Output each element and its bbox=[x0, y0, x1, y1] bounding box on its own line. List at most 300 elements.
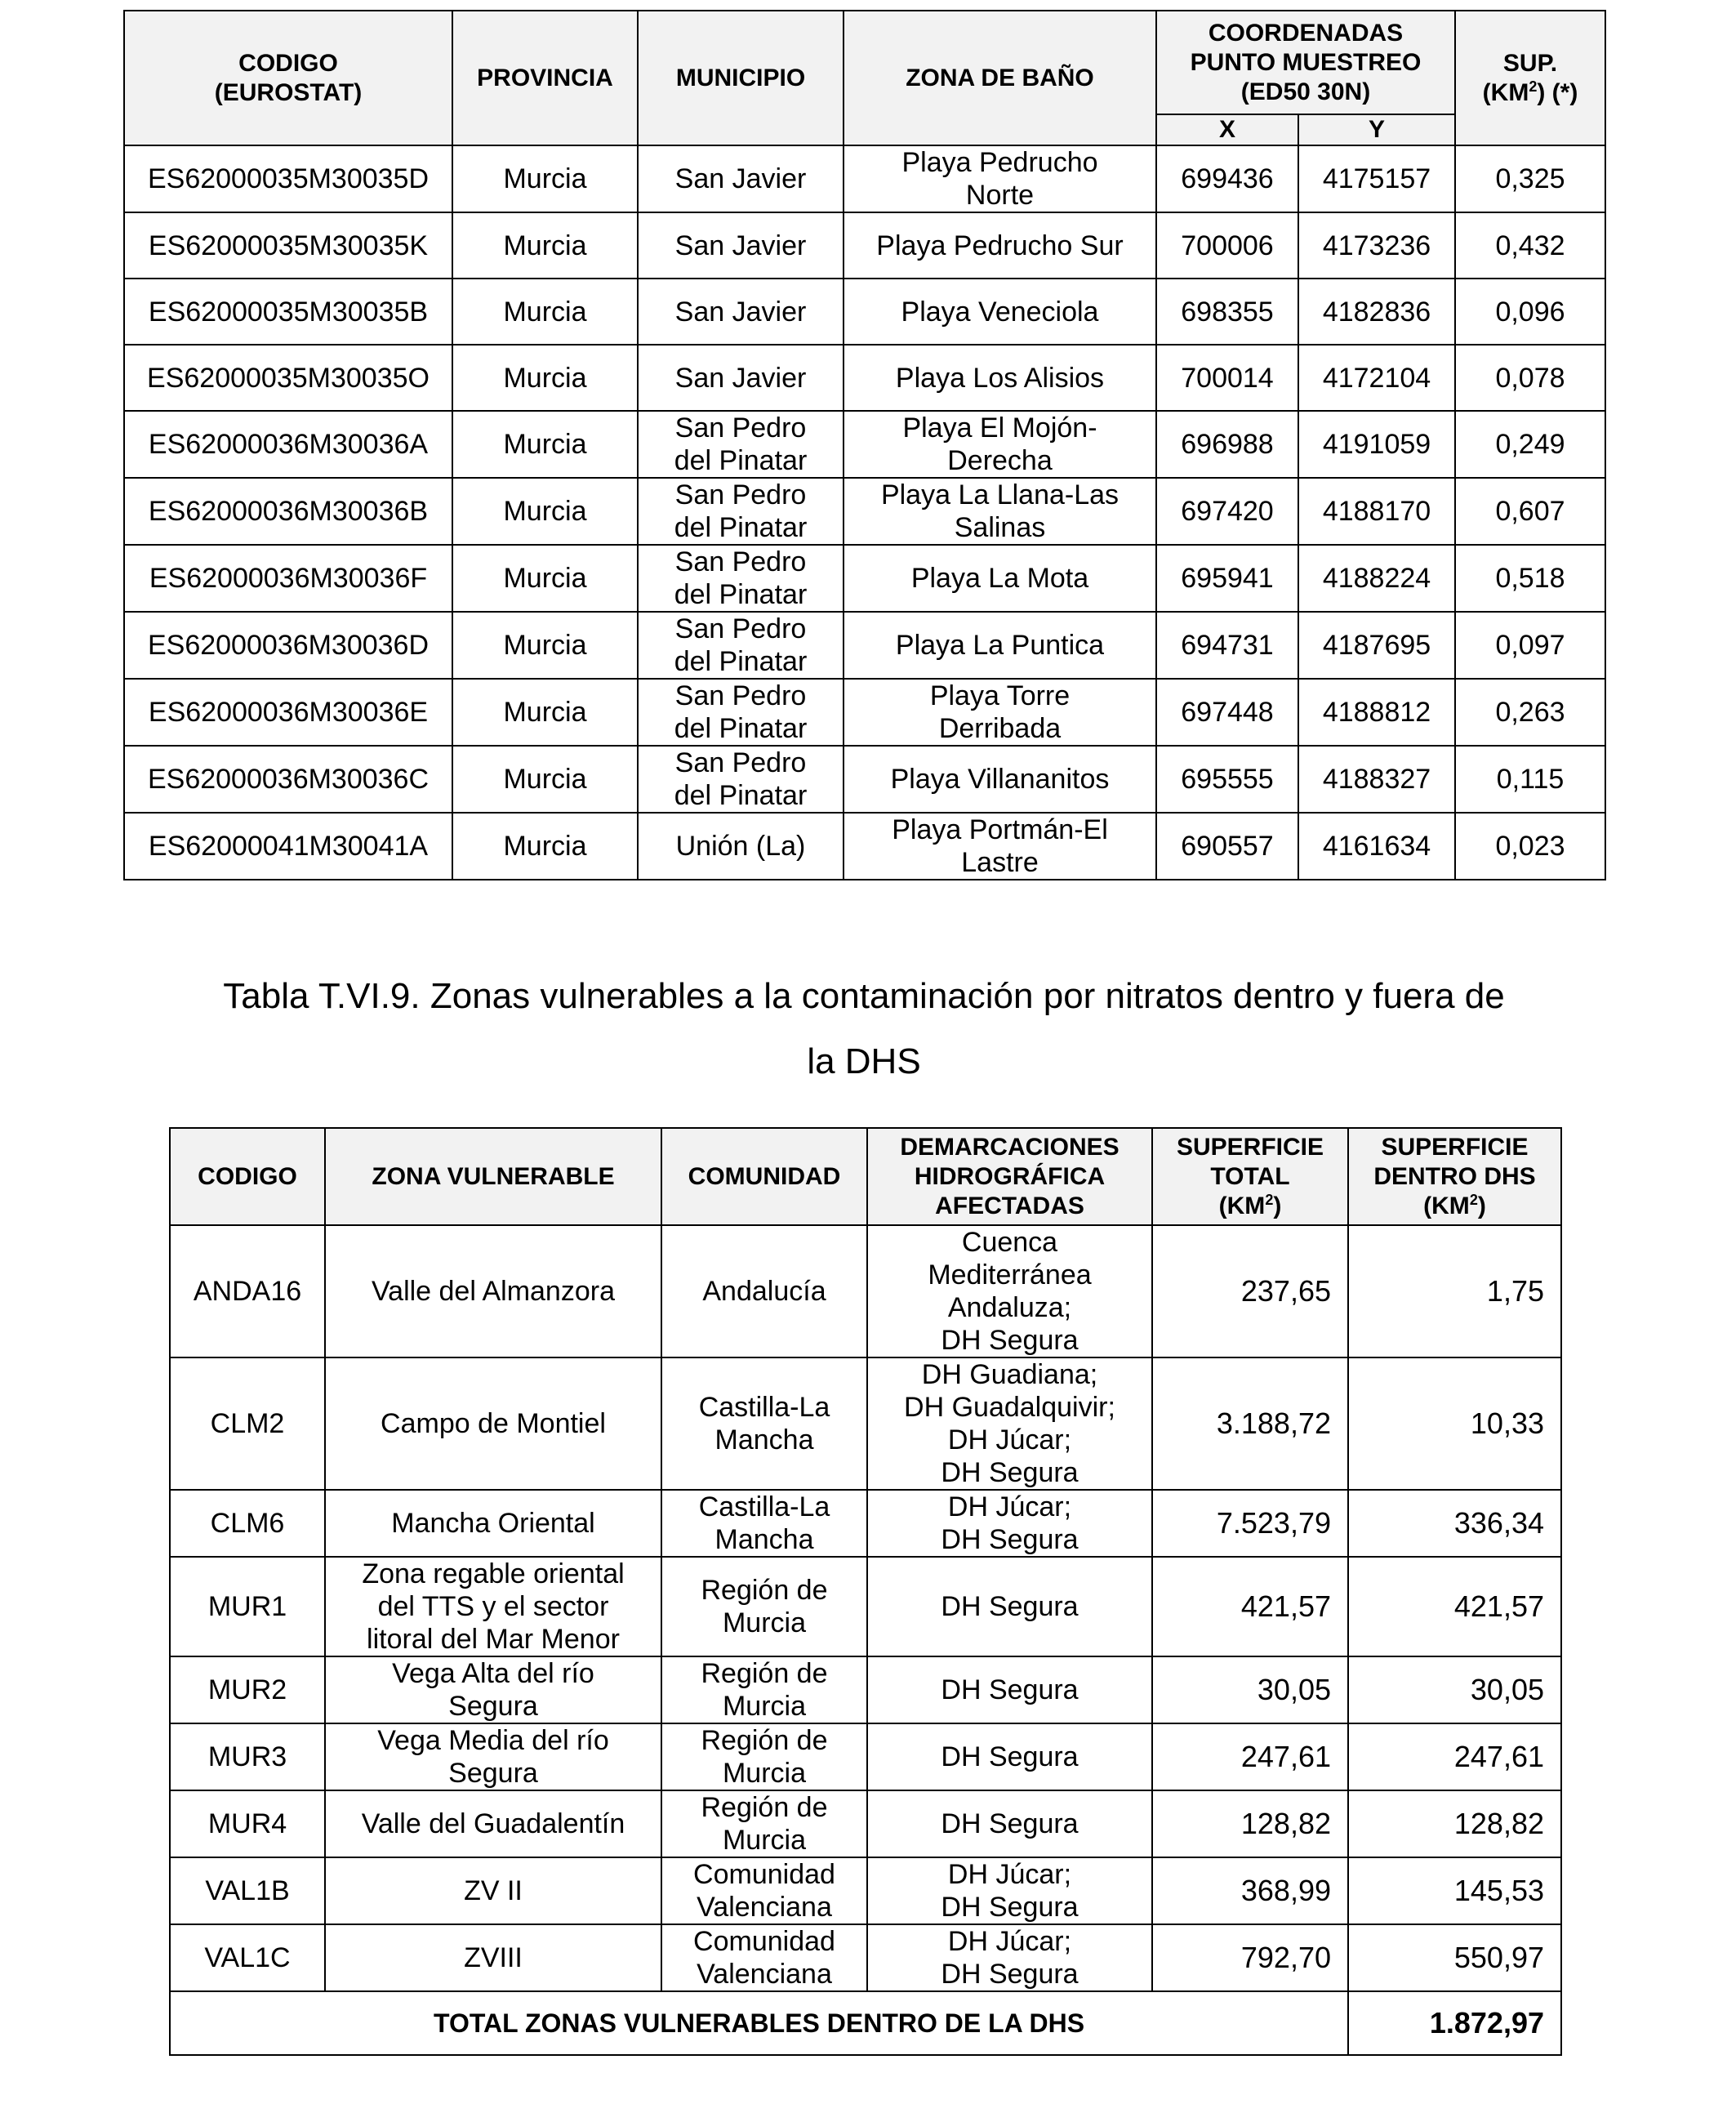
text-line: ES62000036M30036B bbox=[148, 496, 429, 527]
header-sup bbox=[1455, 11, 1605, 145]
cell-codigo bbox=[124, 411, 452, 478]
text-line: 336,34 bbox=[1453, 1506, 1544, 1540]
header-comunidad: COMUNIDAD bbox=[661, 1128, 867, 1225]
cell-superficie-total bbox=[1152, 1656, 1348, 1723]
cell-superficie-total bbox=[1152, 1723, 1348, 1790]
cell-codigo bbox=[170, 1857, 325, 1924]
table-row bbox=[170, 1924, 1561, 1991]
cell-zona-bano bbox=[844, 545, 1156, 612]
text-line: ES62000035M30035B bbox=[148, 296, 429, 328]
text-line: ZV II bbox=[464, 1875, 523, 1906]
text-line: ES62000036M30036C bbox=[147, 764, 430, 795]
cell-superficie-dentro bbox=[1348, 1924, 1561, 1991]
text-line: CODIGO bbox=[238, 49, 338, 77]
text-line: 30,05 bbox=[1470, 1673, 1544, 1706]
text-line: Vega Alta del río bbox=[392, 1658, 594, 1689]
text-line: 700014 bbox=[1181, 362, 1274, 394]
text-line: DH Segura bbox=[941, 1674, 1079, 1705]
cell-municipio bbox=[638, 679, 844, 746]
text-line: Murcia bbox=[503, 296, 587, 328]
cell-superficie-total bbox=[1152, 1557, 1348, 1656]
header-sup-unit: $(KM^2)$ (*) bbox=[1482, 78, 1578, 106]
text-line: del Pinatar bbox=[674, 646, 808, 677]
text-line: DH Júcar; bbox=[947, 1491, 1072, 1522]
cell-superficie-total bbox=[1152, 1225, 1348, 1357]
cell-zona-bano bbox=[844, 679, 1156, 746]
text-line: 4187695 bbox=[1322, 630, 1431, 661]
cell-zona-bano bbox=[844, 813, 1156, 880]
text-line: 792,70 bbox=[1240, 1941, 1331, 1974]
text-line: 421,57 bbox=[1453, 1589, 1544, 1623]
text-line: Castilla-La bbox=[698, 1491, 830, 1522]
text-line: ANDA16 bbox=[193, 1276, 302, 1307]
cell-sup bbox=[1455, 411, 1605, 478]
table-row bbox=[170, 1490, 1561, 1557]
cell-x bbox=[1156, 545, 1298, 612]
cell-municipio bbox=[638, 145, 844, 212]
header-superficie-total bbox=[1152, 1128, 1348, 1225]
table-row bbox=[170, 1723, 1561, 1790]
text-line: DH Segura bbox=[941, 1741, 1079, 1772]
cell-comunidad bbox=[661, 1490, 867, 1557]
text-line: Playa La Llana-Las bbox=[880, 479, 1119, 510]
text-line: Segura bbox=[448, 1691, 538, 1722]
text-line: del Pinatar bbox=[674, 445, 808, 476]
text-line: Murcia bbox=[503, 163, 587, 194]
text-line: San Pedro bbox=[674, 412, 807, 444]
text-line: DH Júcar; bbox=[947, 1926, 1072, 1957]
text-line: del Pinatar bbox=[674, 713, 808, 744]
text-line: Mediterránea bbox=[928, 1259, 1092, 1291]
cell-codigo bbox=[170, 1557, 325, 1656]
text-line: 698355 bbox=[1181, 296, 1274, 328]
header-sup-label: SUP. bbox=[1502, 49, 1558, 77]
text-line: ES62000041M30041A bbox=[148, 831, 429, 862]
text-line: DH Júcar; bbox=[947, 1424, 1072, 1455]
text-line: DH Segura bbox=[941, 1591, 1079, 1622]
text-line: Norte bbox=[965, 180, 1035, 211]
text-line: Playa Portmán-El bbox=[892, 814, 1108, 845]
text-line: Murcia bbox=[503, 429, 587, 460]
text-line: San Pedro bbox=[674, 546, 807, 577]
text-line: del Pinatar bbox=[674, 780, 808, 811]
cell-zona-bano bbox=[844, 345, 1156, 411]
text-line: Playa Veneciola bbox=[901, 296, 1099, 328]
text-line: Valle del Almanzora bbox=[372, 1276, 615, 1307]
text-line: Mancha bbox=[714, 1424, 814, 1455]
text-line: 0,325 bbox=[1495, 163, 1565, 194]
text-line: Comunidad bbox=[693, 1859, 835, 1890]
text-line: 695555 bbox=[1181, 764, 1274, 795]
text-line: Vega Media del río bbox=[377, 1725, 609, 1756]
text-line: CLM2 bbox=[210, 1408, 285, 1439]
cell-superficie-total bbox=[1152, 1924, 1348, 1991]
cell-zona-vulnerable bbox=[325, 1723, 661, 1790]
cell-y bbox=[1298, 145, 1455, 212]
cell-zona-vulnerable bbox=[325, 1790, 661, 1857]
text-line: 30,05 bbox=[1257, 1673, 1331, 1706]
text-line: 0,097 bbox=[1495, 630, 1565, 661]
text-line: MUR3 bbox=[207, 1741, 287, 1772]
table-row bbox=[124, 612, 1605, 679]
text-line: Valenciana bbox=[697, 1959, 832, 1990]
cell-sup bbox=[1455, 746, 1605, 813]
cell-codigo bbox=[170, 1924, 325, 1991]
text-line: Región de bbox=[701, 1658, 828, 1689]
cell-codigo bbox=[124, 813, 452, 880]
cell-municipio bbox=[638, 813, 844, 880]
text-line: Segura bbox=[448, 1758, 538, 1789]
text-line: Playa Los Alisios bbox=[895, 362, 1105, 394]
text-line: litoral del Mar Menor bbox=[367, 1624, 620, 1655]
text-line: DH Guadiana; bbox=[921, 1359, 1098, 1390]
text-line: Murcia bbox=[722, 1607, 807, 1638]
text-line: 4188170 bbox=[1322, 496, 1431, 527]
text-line: 696988 bbox=[1181, 429, 1274, 460]
text-line: Mancha Oriental bbox=[391, 1508, 595, 1539]
text-line: Región de bbox=[701, 1575, 828, 1606]
header-zona-bano: ZONA DE BAÑO bbox=[844, 11, 1156, 145]
cell-sup bbox=[1455, 212, 1605, 279]
cell-comunidad bbox=[661, 1225, 867, 1357]
cell-comunidad bbox=[661, 1357, 867, 1490]
cell-sup bbox=[1455, 612, 1605, 679]
cell-codigo bbox=[124, 612, 452, 679]
text-line: Playa Torre bbox=[929, 680, 1071, 711]
cell-zona-bano bbox=[844, 411, 1156, 478]
text-line: DH Segura bbox=[941, 1892, 1079, 1923]
cell-y bbox=[1298, 813, 1455, 880]
cell-y bbox=[1298, 679, 1455, 746]
table-row bbox=[170, 1790, 1561, 1857]
text-line: 145,53 bbox=[1453, 1874, 1544, 1907]
text-line: CLM6 bbox=[210, 1508, 285, 1539]
header-demarcaciones bbox=[867, 1128, 1152, 1225]
table-row bbox=[124, 279, 1605, 345]
text-line: Murcia bbox=[503, 764, 587, 795]
cell-codigo bbox=[170, 1225, 325, 1357]
text-line: DH Segura bbox=[941, 1524, 1079, 1555]
cell-superficie-dentro bbox=[1348, 1557, 1561, 1656]
cell-provincia bbox=[452, 612, 638, 679]
text-line: 10,33 bbox=[1470, 1406, 1544, 1440]
cell-codigo bbox=[124, 345, 452, 411]
text-line: 4188224 bbox=[1322, 563, 1431, 594]
text-line: ES62000036M30036E bbox=[148, 697, 429, 728]
text-line: 697420 bbox=[1181, 496, 1274, 527]
table-caption bbox=[123, 964, 1605, 1094]
cell-x bbox=[1156, 746, 1298, 813]
text-line: la DHS bbox=[807, 1041, 921, 1081]
text-line: ES62000036M30036F bbox=[149, 563, 428, 594]
cell-codigo bbox=[124, 545, 452, 612]
text-line: MUR1 bbox=[207, 1591, 287, 1622]
cell-provincia bbox=[452, 679, 638, 746]
cell-sup bbox=[1455, 478, 1605, 545]
text-line: 0,078 bbox=[1495, 362, 1565, 394]
text-line: San Pedro bbox=[674, 479, 807, 510]
text-line: Salinas bbox=[954, 512, 1046, 543]
text-line: 128,82 bbox=[1453, 1807, 1544, 1840]
cell-provincia bbox=[452, 545, 638, 612]
header-provincia: PROVINCIA bbox=[452, 11, 638, 145]
text-line: 700006 bbox=[1181, 230, 1274, 261]
text-line: SUPERFICIE bbox=[1381, 1133, 1529, 1161]
text-line: Valenciana bbox=[697, 1892, 832, 1923]
table-row bbox=[124, 345, 1605, 411]
text-line: 1,75 bbox=[1486, 1274, 1544, 1308]
header-codigo bbox=[124, 11, 452, 145]
text-line: 4161634 bbox=[1322, 831, 1431, 862]
header-coordenadas bbox=[1156, 11, 1455, 114]
text-line: 0,607 bbox=[1495, 496, 1565, 527]
text-line: 0,115 bbox=[1496, 764, 1565, 795]
text-line: San Pedro bbox=[674, 613, 807, 644]
cell-superficie-dentro bbox=[1348, 1723, 1561, 1790]
table-row bbox=[124, 145, 1605, 212]
text-line: 247,61 bbox=[1453, 1740, 1544, 1773]
text-line: Andaluza; bbox=[947, 1292, 1072, 1323]
table-row bbox=[124, 212, 1605, 279]
text-line: DH Guadalquivir; bbox=[904, 1392, 1115, 1423]
text-line: 7.523,79 bbox=[1216, 1506, 1331, 1540]
text-line: 0,096 bbox=[1495, 296, 1565, 328]
cell-x bbox=[1156, 813, 1298, 880]
cell-municipio bbox=[638, 212, 844, 279]
cell-y bbox=[1298, 478, 1455, 545]
text-line: 0,263 bbox=[1495, 697, 1565, 728]
cell-comunidad bbox=[661, 1790, 867, 1857]
cell-comunidad bbox=[661, 1723, 867, 1790]
text-line: 690557 bbox=[1181, 831, 1274, 862]
table-row bbox=[170, 1357, 1561, 1490]
text-line: Unión (La) bbox=[675, 831, 806, 862]
cell-sup bbox=[1455, 279, 1605, 345]
table-row bbox=[170, 1225, 1561, 1357]
cell-codigo bbox=[124, 212, 452, 279]
text-line: Murcia bbox=[503, 630, 587, 661]
cell-codigo bbox=[124, 145, 452, 212]
text-line: Tabla T.VI.9. Zonas vulnerables a la contaminación por nitratos dentro y fuera de bbox=[223, 976, 1505, 1016]
text-line: MUR2 bbox=[207, 1674, 287, 1705]
text-line: 421,57 bbox=[1240, 1589, 1331, 1623]
cell-superficie-dentro bbox=[1348, 1656, 1561, 1723]
table-row bbox=[124, 478, 1605, 545]
cell-municipio bbox=[638, 746, 844, 813]
text-line: San Javier bbox=[674, 362, 807, 394]
cell-superficie-total bbox=[1152, 1490, 1348, 1557]
text-line: 4188812 bbox=[1322, 697, 1431, 728]
text-line: ES62000035M30035K bbox=[148, 230, 429, 261]
text-line: 694731 bbox=[1181, 630, 1274, 661]
text-line: VAL1C bbox=[204, 1942, 291, 1973]
header-superficie-total-unit: $(KM^2)$ bbox=[1218, 1191, 1282, 1219]
text-line: Murcia bbox=[722, 1758, 807, 1789]
cell-provincia bbox=[452, 478, 638, 545]
cell-zona-vulnerable bbox=[325, 1857, 661, 1924]
text-line: 4182836 bbox=[1322, 296, 1431, 328]
cell-y bbox=[1298, 746, 1455, 813]
cell-sup bbox=[1455, 545, 1605, 612]
text-line: DEMARCACIONES bbox=[900, 1133, 1119, 1161]
text-line: DH Júcar; bbox=[947, 1859, 1072, 1890]
cell-codigo bbox=[124, 279, 452, 345]
cell-codigo bbox=[124, 478, 452, 545]
cell-sup bbox=[1455, 345, 1605, 411]
total-value: 1.872,97 bbox=[1348, 1991, 1561, 2055]
cell-demarcaciones bbox=[867, 1225, 1152, 1357]
cell-codigo bbox=[170, 1357, 325, 1490]
cell-municipio bbox=[638, 478, 844, 545]
text-line: 695941 bbox=[1181, 563, 1274, 594]
header-y: Y bbox=[1298, 114, 1455, 145]
text-line: PUNTO MUESTREO bbox=[1190, 48, 1422, 76]
text-line: 4172104 bbox=[1322, 362, 1431, 394]
table-row bbox=[124, 545, 1605, 612]
cell-y bbox=[1298, 345, 1455, 411]
cell-y bbox=[1298, 411, 1455, 478]
text-line: DH Segura bbox=[941, 1959, 1079, 1990]
text-line: San Javier bbox=[674, 230, 807, 261]
header-superficie-dentro bbox=[1348, 1128, 1561, 1225]
text-line: del TTS y el sector bbox=[377, 1591, 609, 1622]
cell-municipio bbox=[638, 612, 844, 679]
table-row bbox=[124, 411, 1605, 478]
text-line: VAL1B bbox=[205, 1875, 290, 1906]
text-line: Murcia bbox=[503, 563, 587, 594]
text-line: 128,82 bbox=[1240, 1807, 1331, 1840]
text-line: Playa Pedrucho bbox=[901, 147, 1098, 178]
text-line: TOTAL bbox=[1210, 1162, 1290, 1190]
cell-codigo bbox=[170, 1723, 325, 1790]
header-municipio: MUNICIPIO bbox=[638, 11, 844, 145]
cell-zona-bano bbox=[844, 612, 1156, 679]
text-line: San Pedro bbox=[674, 747, 807, 778]
vulnerable-zones-table bbox=[169, 1127, 1562, 2056]
cell-demarcaciones bbox=[867, 1557, 1152, 1656]
text-line: ES62000036M30036D bbox=[147, 630, 430, 661]
cell-municipio bbox=[638, 545, 844, 612]
cell-superficie-dentro bbox=[1348, 1225, 1561, 1357]
text-line: Cuenca bbox=[961, 1227, 1058, 1258]
text-line: del Pinatar bbox=[674, 579, 808, 610]
text-line: Murcia bbox=[503, 496, 587, 527]
text-line: Castilla-La bbox=[698, 1392, 830, 1423]
text-line: 697448 bbox=[1181, 697, 1274, 728]
header-codigo: CODIGO bbox=[170, 1128, 325, 1225]
cell-comunidad bbox=[661, 1924, 867, 1991]
cell-superficie-dentro bbox=[1348, 1857, 1561, 1924]
text-line: ES62000035M30035O bbox=[147, 362, 430, 394]
text-line: ES62000036M30036A bbox=[148, 429, 429, 460]
cell-x bbox=[1156, 679, 1298, 746]
cell-sup bbox=[1455, 679, 1605, 746]
text-line: Murcia bbox=[722, 1825, 807, 1856]
cell-demarcaciones bbox=[867, 1924, 1152, 1991]
text-line: Andalucía bbox=[702, 1276, 826, 1307]
cell-superficie-dentro bbox=[1348, 1790, 1561, 1857]
text-line: 0,518 bbox=[1495, 563, 1565, 594]
text-line: Murcia bbox=[503, 697, 587, 728]
bathing-zones-table bbox=[123, 10, 1606, 880]
text-line: Mancha bbox=[714, 1524, 814, 1555]
text-line: Murcia bbox=[503, 831, 587, 862]
cell-zona-bano bbox=[844, 279, 1156, 345]
cell-x bbox=[1156, 145, 1298, 212]
text-line: COORDENADAS bbox=[1208, 19, 1404, 47]
cell-comunidad bbox=[661, 1656, 867, 1723]
text-line: Playa La Mota bbox=[910, 563, 1089, 594]
text-line: 3.188,72 bbox=[1216, 1406, 1331, 1440]
cell-zona-bano bbox=[844, 746, 1156, 813]
text-line: DENTRO DHS bbox=[1373, 1162, 1536, 1190]
text-line: 237,65 bbox=[1240, 1274, 1331, 1308]
text-line: Zona regable oriental bbox=[362, 1558, 625, 1589]
text-line: Murcia bbox=[503, 362, 587, 394]
cell-superficie-total bbox=[1152, 1790, 1348, 1857]
cell-y bbox=[1298, 279, 1455, 345]
cell-zona-vulnerable bbox=[325, 1490, 661, 1557]
total-label: TOTAL ZONAS VULNERABLES DENTRO DE LA DHS bbox=[170, 1991, 1348, 2055]
cell-x bbox=[1156, 345, 1298, 411]
text-line: 0,432 bbox=[1495, 230, 1565, 261]
table-row bbox=[170, 1656, 1561, 1723]
cell-sup bbox=[1455, 813, 1605, 880]
header-superficie-dentro-unit: $(KM^2)$ bbox=[1423, 1191, 1486, 1219]
cell-superficie-total bbox=[1152, 1357, 1348, 1490]
cell-y bbox=[1298, 545, 1455, 612]
text-line: DH Segura bbox=[941, 1457, 1079, 1488]
text-line: Derribada bbox=[938, 713, 1062, 744]
text-line: 550,97 bbox=[1453, 1941, 1544, 1974]
header-superficie-total-label bbox=[1160, 1133, 1341, 1192]
cell-sup bbox=[1455, 145, 1605, 212]
cell-comunidad bbox=[661, 1857, 867, 1924]
cell-x bbox=[1156, 279, 1298, 345]
cell-superficie-dentro bbox=[1348, 1357, 1561, 1490]
cell-codigo bbox=[124, 746, 452, 813]
cell-provincia bbox=[452, 411, 638, 478]
text-line: Comunidad bbox=[693, 1926, 835, 1957]
header-superficie-dentro-label bbox=[1355, 1133, 1554, 1192]
text-line: Playa Villananitos bbox=[890, 764, 1110, 795]
text-line: DH Segura bbox=[941, 1325, 1079, 1356]
cell-zona-vulnerable bbox=[325, 1225, 661, 1357]
cell-codigo bbox=[170, 1490, 325, 1557]
cell-demarcaciones bbox=[867, 1357, 1152, 1490]
cell-x bbox=[1156, 212, 1298, 279]
text-line: DH Segura bbox=[941, 1808, 1079, 1839]
text-line: 4191059 bbox=[1322, 429, 1431, 460]
table-row bbox=[124, 679, 1605, 746]
cell-x bbox=[1156, 612, 1298, 679]
cell-provincia bbox=[452, 746, 638, 813]
text-line: del Pinatar bbox=[674, 512, 808, 543]
cell-y bbox=[1298, 612, 1455, 679]
cell-comunidad bbox=[661, 1557, 867, 1656]
cell-y bbox=[1298, 212, 1455, 279]
text-line: 0,023 bbox=[1495, 831, 1565, 862]
cell-superficie-total bbox=[1152, 1857, 1348, 1924]
text-line: SUPERFICIE bbox=[1176, 1133, 1324, 1161]
cell-zona-bano bbox=[844, 145, 1156, 212]
cell-codigo bbox=[170, 1790, 325, 1857]
text-line: ZVIII bbox=[464, 1942, 523, 1973]
text-line: Derecha bbox=[947, 445, 1053, 476]
cell-x bbox=[1156, 478, 1298, 545]
cell-provincia bbox=[452, 212, 638, 279]
cell-zona-bano bbox=[844, 478, 1156, 545]
